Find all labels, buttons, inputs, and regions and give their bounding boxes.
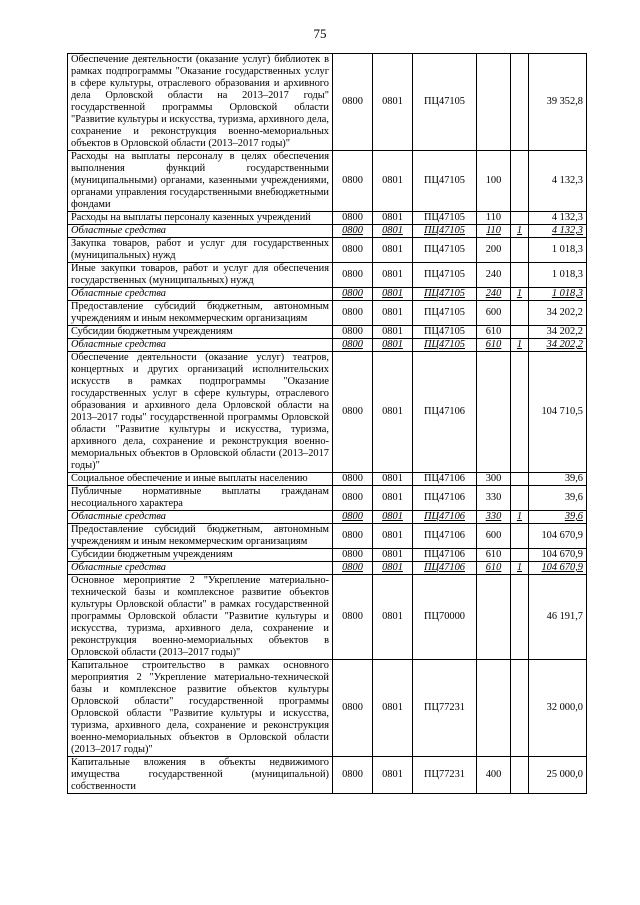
table-row	[68, 339, 587, 352]
section-code-cell: 0800	[333, 238, 373, 263]
funding-source-cell	[511, 486, 529, 511]
section-code-cell: 0800	[333, 263, 373, 288]
subsection-code-cell: 0801	[373, 562, 413, 575]
description-cell: Расходы на выплаты персоналу в целях обеспечения выполнения функций государственными (муниципальными) органами, казенными учреждениями, органами управления государственными внебюджетными фондами	[68, 151, 333, 212]
amount-cell: 39,6	[529, 511, 587, 524]
description-cell: Областные средства	[68, 288, 333, 301]
description-cell: Субсидии бюджетным учреждениям	[68, 549, 333, 562]
section-code-cell: 0800	[333, 326, 373, 339]
amount-cell: 39,6	[529, 473, 587, 486]
table-row	[68, 660, 587, 757]
subsection-code-cell: 0801	[373, 263, 413, 288]
table-row	[68, 524, 587, 549]
funding-source-cell	[511, 575, 529, 660]
table-row	[68, 263, 587, 288]
table-row	[68, 225, 587, 238]
funding-source-cell: 1	[511, 288, 529, 301]
target-article-cell: ПЦ47106	[413, 486, 477, 511]
subsection-code-cell: 0801	[373, 757, 413, 794]
amount-cell: 34 202,2	[529, 339, 587, 352]
expense-type-cell: 610	[477, 339, 511, 352]
description-cell: Областные средства	[68, 339, 333, 352]
subsection-code-cell: 0801	[373, 212, 413, 225]
subsection-code-cell: 0801	[373, 486, 413, 511]
funding-source-cell	[511, 263, 529, 288]
table-row	[68, 212, 587, 225]
amount-cell: 4 132,3	[529, 225, 587, 238]
expense-type-cell: 600	[477, 301, 511, 326]
budget-table	[67, 53, 587, 794]
section-code-cell: 0800	[333, 151, 373, 212]
target-article-cell: ПЦ47105	[413, 288, 477, 301]
section-code-cell: 0800	[333, 473, 373, 486]
target-article-cell: ПЦ47106	[413, 524, 477, 549]
description-cell: Обеспечение деятельности (оказание услуг) библиотек в рамках подпрограммы "Оказание государственных услуг в сфере культуры, отраслевого образования и архивного дела Орловской области на 2013–2017 годы" государственной программы Орловской области "Развитие культуры и искусства, туризма, архивного дела, сохранение и реконструкция военно-мемориальных объектов в Орловской области (2013–2017 годы)"	[68, 54, 333, 151]
target-article-cell: ПЦ70000	[413, 575, 477, 660]
table-row	[68, 562, 587, 575]
subsection-code-cell: 0801	[373, 511, 413, 524]
description-cell: Субсидии бюджетным учреждениям	[68, 326, 333, 339]
subsection-code-cell: 0801	[373, 660, 413, 757]
target-article-cell: ПЦ77231	[413, 660, 477, 757]
amount-cell: 25 000,0	[529, 757, 587, 794]
amount-cell: 104 670,9	[529, 524, 587, 549]
section-code-cell: 0800	[333, 660, 373, 757]
subsection-code-cell: 0801	[373, 352, 413, 473]
amount-cell: 1 018,3	[529, 238, 587, 263]
table-row	[68, 151, 587, 212]
expense-type-cell	[477, 575, 511, 660]
expense-type-cell: 330	[477, 511, 511, 524]
section-code-cell: 0800	[333, 339, 373, 352]
subsection-code-cell: 0801	[373, 575, 413, 660]
description-cell: Закупка товаров, работ и услуг для государственных (муниципальных) нужд	[68, 238, 333, 263]
funding-source-cell	[511, 352, 529, 473]
amount-cell: 32 000,0	[529, 660, 587, 757]
section-code-cell: 0800	[333, 288, 373, 301]
target-article-cell: ПЦ47105	[413, 326, 477, 339]
description-cell: Обеспечение деятельности (оказание услуг) театров, концертных и других организаций исполнительских искусств в рамках подпрограммы "Оказание государственных услуг в сфере культуры, отраслевого образования и архивного дела Орловской области на 2013–2017 годы" государственной программы Орловской области "Развитие культуры и искусства, туризма, архивного дела, сохранение и реконструкция военно-мемориальных объектов в Орловской области (2013–2017 годы)"	[68, 352, 333, 473]
subsection-code-cell: 0801	[373, 225, 413, 238]
section-code-cell: 0800	[333, 486, 373, 511]
amount-cell: 1 018,3	[529, 263, 587, 288]
funding-source-cell	[511, 54, 529, 151]
funding-source-cell	[511, 151, 529, 212]
description-cell: Иные закупки товаров, работ и услуг для обеспечения государственных (муниципальных) нужд	[68, 263, 333, 288]
table-row	[68, 288, 587, 301]
section-code-cell: 0800	[333, 524, 373, 549]
subsection-code-cell: 0801	[373, 54, 413, 151]
target-article-cell: ПЦ47106	[413, 352, 477, 473]
subsection-code-cell: 0801	[373, 301, 413, 326]
description-cell: Областные средства	[68, 511, 333, 524]
subsection-code-cell: 0801	[373, 326, 413, 339]
amount-cell: 4 132,3	[529, 151, 587, 212]
funding-source-cell	[511, 301, 529, 326]
page-number: 75	[313, 26, 327, 41]
funding-source-cell: 1	[511, 225, 529, 238]
table-row	[68, 238, 587, 263]
expense-type-cell: 610	[477, 562, 511, 575]
expense-type-cell: 610	[477, 549, 511, 562]
subsection-code-cell: 0801	[373, 288, 413, 301]
description-cell: Расходы на выплаты персоналу казенных учреждений	[68, 212, 333, 225]
table-row	[68, 352, 587, 473]
section-code-cell: 0800	[333, 225, 373, 238]
description-cell: Капитальные вложения в объекты недвижимого имущества государственной (муниципальной) собственности	[68, 757, 333, 794]
description-cell: Областные средства	[68, 562, 333, 575]
expense-type-cell	[477, 660, 511, 757]
funding-source-cell	[511, 473, 529, 486]
funding-source-cell	[511, 524, 529, 549]
funding-source-cell: 1	[511, 562, 529, 575]
amount-cell: 104 710,5	[529, 352, 587, 473]
amount-cell: 46 191,7	[529, 575, 587, 660]
section-code-cell: 0800	[333, 301, 373, 326]
target-article-cell: ПЦ47105	[413, 339, 477, 352]
expense-type-cell: 240	[477, 263, 511, 288]
funding-source-cell	[511, 757, 529, 794]
subsection-code-cell: 0801	[373, 549, 413, 562]
funding-source-cell	[511, 549, 529, 562]
funding-source-cell: 1	[511, 339, 529, 352]
expense-type-cell: 610	[477, 326, 511, 339]
target-article-cell: ПЦ47105	[413, 263, 477, 288]
description-cell: Областные средства	[68, 225, 333, 238]
amount-cell: 104 670,9	[529, 549, 587, 562]
description-cell: Предоставление субсидий бюджетным, автономным учреждениям и иным некоммерческим организациям	[68, 524, 333, 549]
expense-type-cell: 330	[477, 486, 511, 511]
target-article-cell: ПЦ47105	[413, 238, 477, 263]
funding-source-cell	[511, 212, 529, 225]
table-row	[68, 473, 587, 486]
target-article-cell: ПЦ77231	[413, 757, 477, 794]
table-row	[68, 549, 587, 562]
section-code-cell: 0800	[333, 352, 373, 473]
target-article-cell: ПЦ47105	[413, 301, 477, 326]
amount-cell: 39 352,8	[529, 54, 587, 151]
section-code-cell: 0800	[333, 212, 373, 225]
subsection-code-cell: 0801	[373, 238, 413, 263]
amount-cell: 34 202,2	[529, 326, 587, 339]
table-row	[68, 486, 587, 511]
table-body	[68, 54, 587, 794]
funding-source-cell: 1	[511, 511, 529, 524]
subsection-code-cell: 0801	[373, 524, 413, 549]
expense-type-cell: 110	[477, 212, 511, 225]
funding-source-cell	[511, 238, 529, 263]
section-code-cell: 0800	[333, 575, 373, 660]
description-cell: Капитальное строительство в рамках основного мероприятия 2 "Укрепление материально-технической базы и комплексное развитие объектов культуры Орловской области" государственной программы Орловской области "Развитие культуры и искусства, туризма, архивного дела, сохранение и реконструкция военно-мемориальных объектов в Орловской области (2013–2017 годы)"	[68, 660, 333, 757]
target-article-cell: ПЦ47106	[413, 549, 477, 562]
expense-type-cell: 240	[477, 288, 511, 301]
amount-cell: 104 670,9	[529, 562, 587, 575]
expense-type-cell: 400	[477, 757, 511, 794]
subsection-code-cell: 0801	[373, 151, 413, 212]
description-cell: Предоставление субсидий бюджетным, автономным учреждениям и иным некоммерческим организациям	[68, 301, 333, 326]
amount-cell: 1 018,3	[529, 288, 587, 301]
amount-cell: 34 202,2	[529, 301, 587, 326]
subsection-code-cell: 0801	[373, 473, 413, 486]
section-code-cell: 0800	[333, 562, 373, 575]
expense-type-cell	[477, 352, 511, 473]
target-article-cell: ПЦ47105	[413, 151, 477, 212]
funding-source-cell	[511, 326, 529, 339]
section-code-cell: 0800	[333, 549, 373, 562]
expense-type-cell: 100	[477, 151, 511, 212]
description-cell: Основное мероприятие 2 "Укрепление материально-технической базы и комплексное развитие объектов культуры Орловской области" в рамках государственной программы Орловской области "Развитие культуры и искусства, туризма, архивного дела, сохранение и реконструкция военно-мемориальных объектов в Орловской области (2013–2017 годы)"	[68, 575, 333, 660]
expense-type-cell: 600	[477, 524, 511, 549]
table-row	[68, 301, 587, 326]
table-row	[68, 54, 587, 151]
description-cell: Социальное обеспечение и иные выплаты населению	[68, 473, 333, 486]
amount-cell: 4 132,3	[529, 212, 587, 225]
target-article-cell: ПЦ47106	[413, 511, 477, 524]
table-row	[68, 757, 587, 794]
table-row	[68, 575, 587, 660]
table-row	[68, 326, 587, 339]
table-row	[68, 511, 587, 524]
section-code-cell: 0800	[333, 54, 373, 151]
target-article-cell: ПЦ47105	[413, 212, 477, 225]
target-article-cell: ПЦ47105	[413, 54, 477, 151]
target-article-cell: ПЦ47106	[413, 473, 477, 486]
subsection-code-cell: 0801	[373, 339, 413, 352]
expense-type-cell	[477, 54, 511, 151]
section-code-cell: 0800	[333, 757, 373, 794]
amount-cell: 39,6	[529, 486, 587, 511]
funding-source-cell	[511, 660, 529, 757]
section-code-cell: 0800	[333, 511, 373, 524]
expense-type-cell: 200	[477, 238, 511, 263]
target-article-cell: ПЦ47105	[413, 225, 477, 238]
target-article-cell: ПЦ47106	[413, 562, 477, 575]
description-cell: Публичные нормативные выплаты гражданам несоциального характера	[68, 486, 333, 511]
expense-type-cell: 110	[477, 225, 511, 238]
expense-type-cell: 300	[477, 473, 511, 486]
